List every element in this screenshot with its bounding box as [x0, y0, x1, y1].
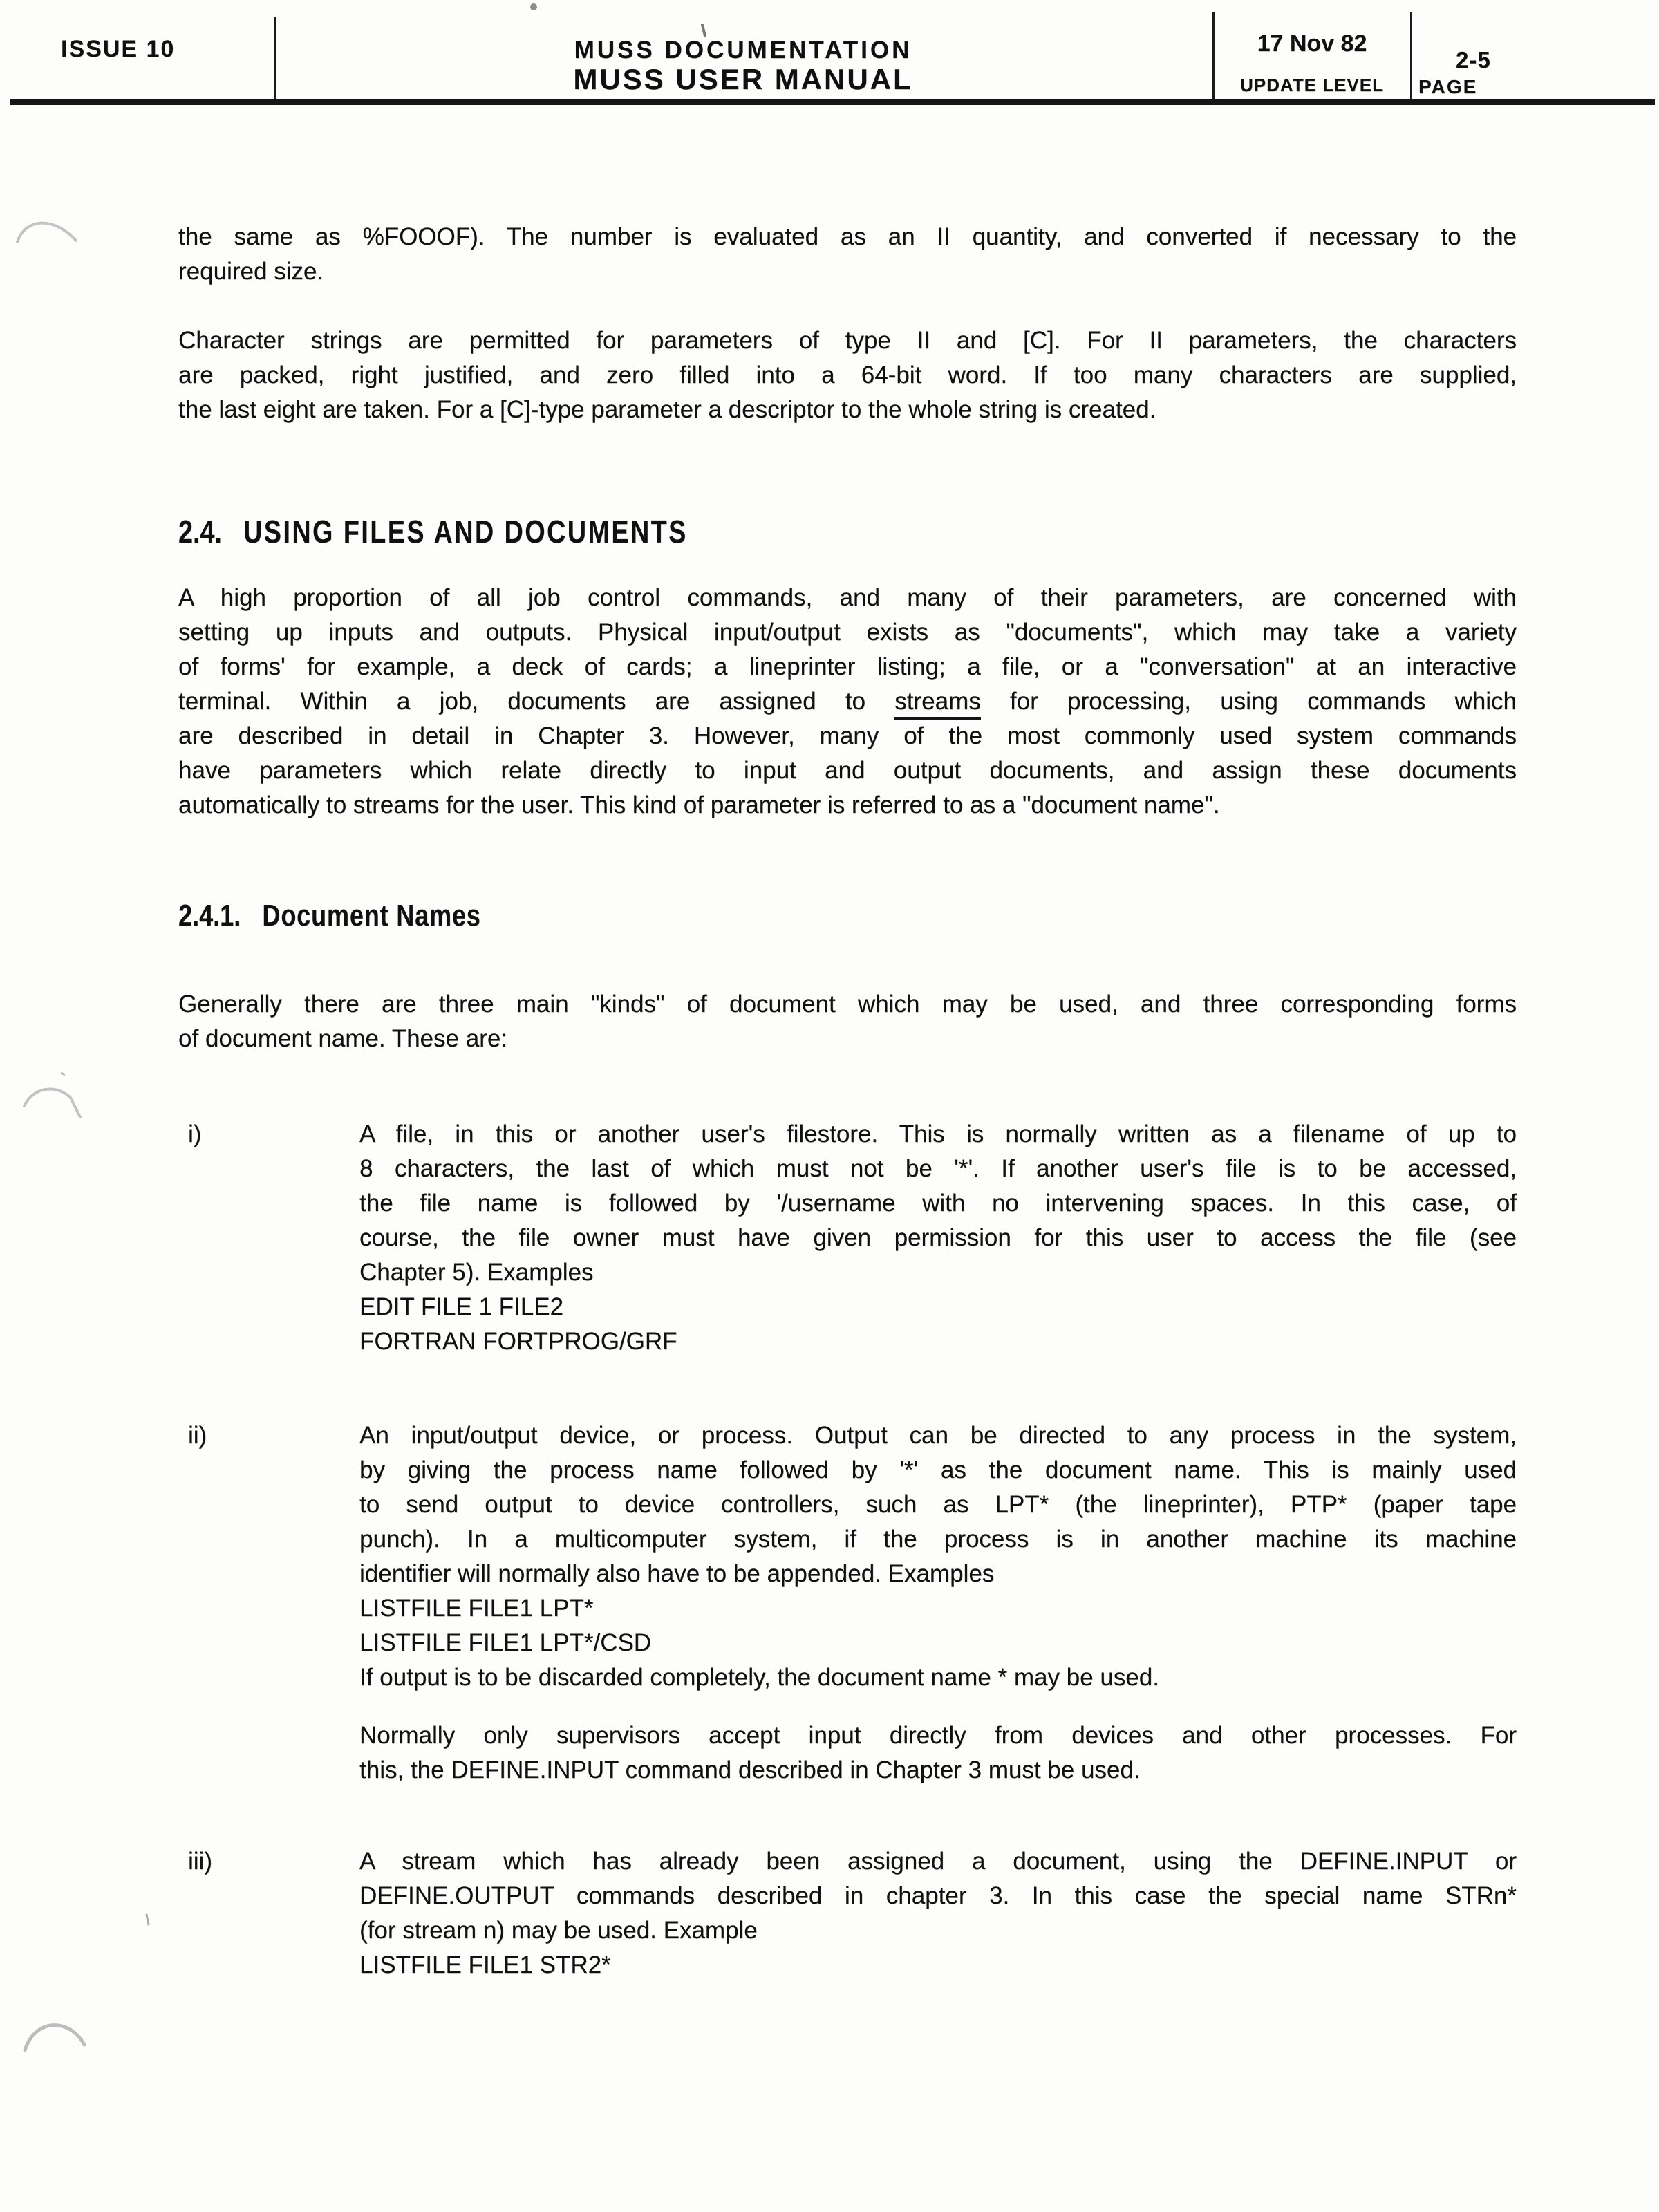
- section-number: 2.4.: [178, 514, 222, 550]
- text-line: to send output to device controllers, such as LPT* (the lineprinter), PTP* (paper tape: [359, 1491, 1517, 1518]
- header-divider-left: [274, 17, 276, 100]
- subsection-title: Document Names: [262, 899, 481, 932]
- text-segment: terminal. Within a job, documents are assigned to: [178, 688, 895, 715]
- issue-label: ISSUE 10: [61, 36, 176, 62]
- text-line: identifier will normally also have to be appended. Examples: [359, 1560, 995, 1587]
- item-body: [359, 1117, 1517, 1359]
- item-label-i: i): [188, 1121, 202, 1147]
- text-line: the last eight are taken. For a [C]-type parameter a descriptor to the whole string is created.: [178, 396, 1156, 423]
- text-line: are described in detail in Chapter 3. However, many of the most commonly used system commands: [178, 722, 1517, 749]
- page-curl-mark: [17, 223, 76, 242]
- ink-speck: [702, 25, 705, 36]
- example-command: LISTFILE FILE1 LPT*: [359, 1595, 594, 1622]
- section-title: USING FILES AND DOCUMENTS: [243, 514, 688, 550]
- header-divider-update: [1212, 12, 1215, 100]
- text-line: by giving the process name followed by '*' as the document name. This is mainly used: [359, 1456, 1517, 1483]
- page-label: PAGE: [1418, 76, 1478, 97]
- text-line: Character strings are permitted for parameters of type II and [C]. For II parameters, the characters: [178, 327, 1517, 354]
- text-line: course, the file owner must have given permission for this user to access the file (see: [359, 1224, 1517, 1251]
- text-line: setting up inputs and outputs. Physical input/output exists as "documents", which may take a variety: [178, 619, 1517, 646]
- text-line: have parameters which relate directly to input and output documents, and assign these documents: [178, 757, 1517, 784]
- subsection-heading-2-4-1: [178, 899, 1517, 933]
- list-item-ii: [178, 1418, 1517, 1695]
- text-line: required size.: [178, 258, 324, 285]
- subsection-number: 2.4.1.: [178, 899, 241, 932]
- text-line: this, the DEFINE.INPUT command described in Chapter 3 must be used.: [359, 1756, 1141, 1783]
- text-line: A stream which has already been assigned a document, using the DEFINE.INPUT or: [359, 1848, 1517, 1875]
- item-label-iii: iii): [188, 1848, 212, 1875]
- ink-speck: [147, 1915, 149, 1924]
- text-line: An input/output device, or process. Output can be directed to any process in the system,: [359, 1422, 1517, 1449]
- item-label-ii: ii): [188, 1422, 207, 1449]
- example-command: EDIT FILE 1 FILE2: [359, 1293, 564, 1320]
- text-line: are packed, right justified, and zero filled into a 64-bit word. If too many characters are supplied,: [178, 362, 1517, 388]
- text-segment: for processing, using commands which: [980, 688, 1517, 715]
- ink-speck: [61, 1073, 65, 1075]
- text-line: DEFINE.OUTPUT commands described in chapter 3. In this case the special name STRn*: [359, 1882, 1517, 1909]
- header-divider-page: [1410, 12, 1412, 100]
- item-body: [359, 1844, 1517, 1983]
- text-line: the same as %FOOOF). The number is evaluated as an II quantity, and converted if necessary to the: [178, 223, 1517, 250]
- paragraph-document-kinds: [178, 987, 1517, 1056]
- list-item-iii: [178, 1844, 1517, 1983]
- example-command: LISTFILE FILE1 LPT*/CSD: [359, 1629, 652, 1656]
- page-curl-mark: [24, 1089, 80, 1118]
- ink-speck: [530, 3, 537, 10]
- text-line: If output is to be discarded completely, the document name * may be used.: [359, 1664, 1159, 1691]
- doc-title: MUSS DOCUMENTATION: [574, 37, 912, 64]
- text-line: Generally there are three main "kinds" of document which may be used, and three corresponding forms: [178, 991, 1517, 1018]
- text-line: of forms' for example, a deck of cards; a lineprinter listing; a file, or a "conversation" at an interactive: [178, 653, 1517, 680]
- paragraph-documents-overview: [178, 581, 1517, 823]
- section-heading-2-4: [178, 513, 1517, 550]
- paragraph-number-conversion: [178, 220, 1517, 289]
- paragraph-character-strings: [178, 324, 1517, 427]
- update-level-label: UPDATE LEVEL: [1240, 75, 1384, 95]
- manual-title: MUSS USER MANUAL: [573, 63, 913, 95]
- page-number: 2-5: [1456, 47, 1491, 73]
- example-command: LISTFILE FILE1 STR2*: [359, 1951, 611, 1978]
- text-line: of document name. These are:: [178, 1025, 508, 1052]
- text-line: punch). In a multicomputer system, if the process is in another machine its machine: [359, 1526, 1517, 1553]
- text-line: A high proportion of all job control commands, and many of their parameters, are concerned with: [178, 584, 1517, 611]
- text-line: automatically to streams for the user. This kind of parameter is referred to as a "document name".: [178, 791, 1220, 818]
- list-item-i: [178, 1117, 1517, 1359]
- text-line: Normally only supervisors accept input directly from devices and other processes. For: [359, 1722, 1517, 1749]
- text-line: Chapter 5). Examples: [359, 1259, 594, 1286]
- update-date: 17 Nov 82: [1257, 30, 1367, 57]
- example-command: FORTRAN FORTPROG/GRF: [359, 1328, 677, 1355]
- header-rule: [10, 99, 1655, 105]
- text-line: (for stream n) may be used. Example: [359, 1917, 758, 1944]
- doc-titles: [276, 37, 1210, 95]
- text-line: the file name is followed by '/username with no intervening spaces. In this case, of: [359, 1190, 1517, 1217]
- text-line: A file, in this or another user's filestore. This is normally written as a filename of up to: [359, 1121, 1517, 1147]
- text-line: 8 characters, the last of which must not be '*'. If another user's file is to be accessed,: [359, 1155, 1517, 1182]
- item-body: [359, 1418, 1517, 1695]
- paragraph-supervisors-input: [359, 1718, 1517, 1788]
- underlined-term-streams: streams: [894, 688, 980, 720]
- text-line-with-underline: [178, 684, 1517, 719]
- page-curl-mark: [25, 2025, 84, 2050]
